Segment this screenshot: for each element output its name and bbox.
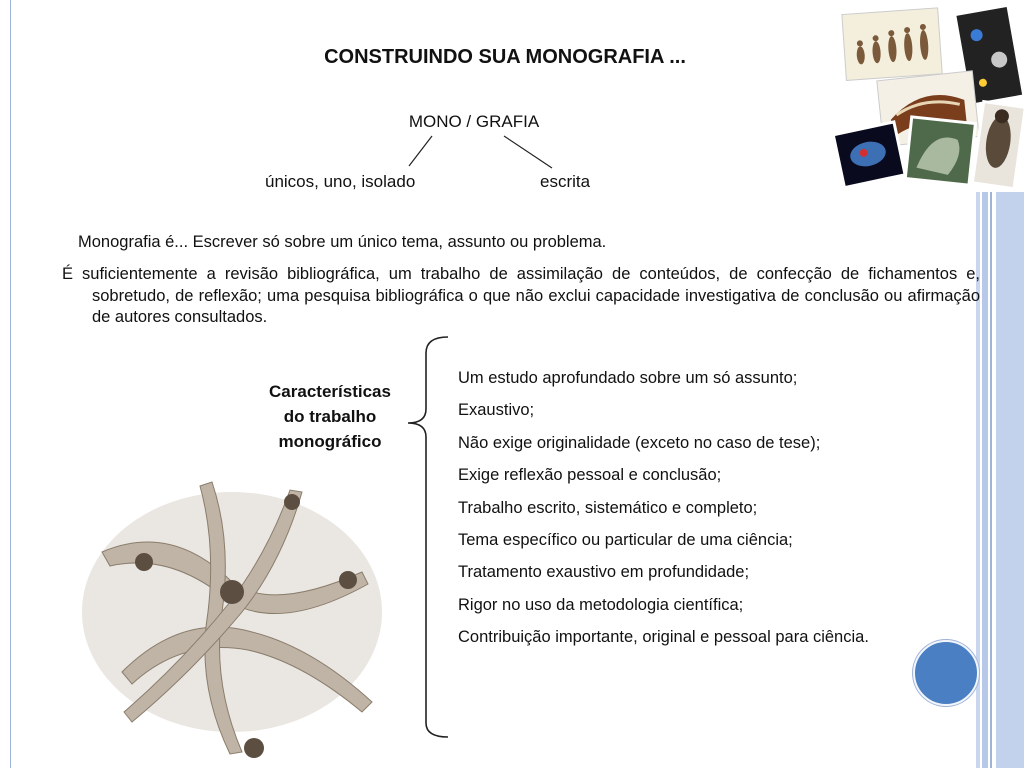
list-item: Trabalho escrito, sistemático e completo; (458, 498, 758, 517)
list-item: Exaustivo; (458, 401, 535, 420)
list-item: Tratamento exaustivo em profundidade; (458, 563, 750, 582)
etymology-word: MONO / GRAFIA (408, 112, 540, 131)
slide-title: CONSTRUINDO SUA MONOGRAFIA ... (324, 46, 686, 68)
curly-brace (400, 335, 452, 740)
characteristics-heading-line: do trabalho (283, 407, 377, 426)
characteristics-heading-line: monográfico (278, 432, 382, 451)
left-border-line (10, 0, 11, 768)
decorative-circle (913, 640, 979, 706)
characteristics-heading-line: Características (269, 382, 391, 401)
etymology-meaning-mono: únicos, uno, isolado (265, 172, 416, 191)
human-figures-illustration (62, 462, 402, 762)
list-item: Exige reflexão pessoal e conclusão; (458, 466, 722, 485)
list-item: Não exige originalidade (exceto no caso de tese); (458, 433, 821, 452)
list-item: Um estudo aprofundado sobre um só assunto; (458, 369, 798, 387)
list-item: Contribuição importante, original e pessoal para ciência. (458, 628, 869, 647)
characteristics-heading (250, 379, 410, 454)
list-item: Rigor no uso da metodologia científica; (458, 595, 744, 614)
description-paragraph: É suficientemente a revisão bibliográfica, um trabalho de assimilação de conteúdos, de confecção de fichamentos e, sobretudo, de reflexão; uma pesquisa bibliográfica o que não exclui capacidade investigativa de conclusão ou afirmação de autores consultados. (62, 265, 980, 326)
list-item: Tema específico ou particular de uma ciência; (458, 530, 793, 549)
right-decorative-stripes (976, 192, 1024, 768)
definition-text: Monografia é... Escrever só sobre um único tema, assunto ou problema. (78, 233, 607, 251)
etymology-connector-lines (400, 134, 560, 174)
etymology-meaning-grafia: escrita (540, 172, 591, 191)
characteristics-list (458, 366, 869, 658)
collage-image (830, 4, 1024, 192)
